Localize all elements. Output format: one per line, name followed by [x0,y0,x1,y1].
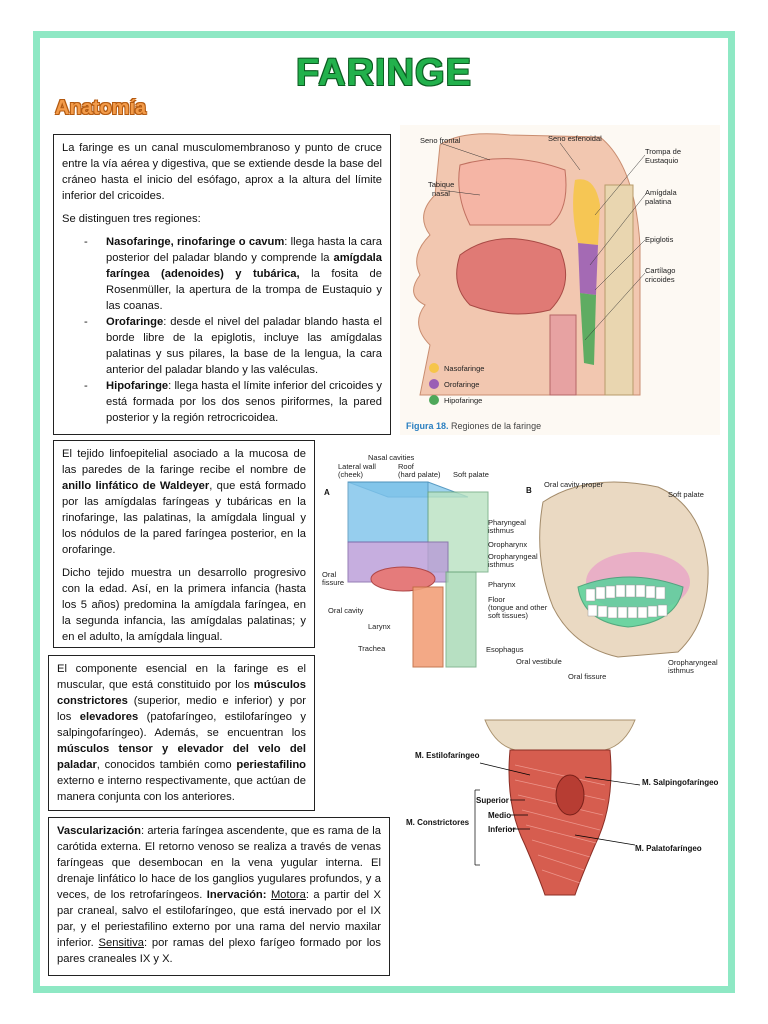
label-oral-cavity: Oral cavity [328,606,364,615]
waldeyer-paragraph: El tejido linfoepitelial asociado a la mucosa de las paredes de la faringe recibe el nombre de anillo linfático de Waldeyer, que está formado por las amígdalas faríngeas y tubáricas en la rinofaringe, las palatinas, la amígdala lingual y los nódulos de la pared faríngea posterior, en la orofaringe. [62,448,306,556]
label-trompa: Trompa de [645,147,681,156]
anatomy-text-box [53,134,391,435]
label-hard-palate: (hard palate) [398,470,441,479]
region-nasofaringe: - Nasofaringe, rinofaringe o cavum: llega hasta la cara posterior del paladar blando y comprende la amígdala faríngea (adenoides) y tubárica, la fosita de Rosenmüller, la apertura de la trompa de Eustaquio y las coanas. [84,236,383,312]
label-medio: Medio [488,811,512,820]
label-larynx: Larynx [368,622,391,631]
label-inferior: Inferior [488,825,516,834]
label-soft-palate-a: Soft palate [453,470,489,479]
label-isthmus-2: isthmus [488,560,514,569]
pharynx-regions-figure [400,125,720,435]
regions-intro: Se distinguen tres regiones: [62,213,201,225]
label-nasal-cavities: Nasal cavities [368,453,415,462]
label-palatofaringeo: M. Palatofaríngeo [635,844,702,853]
label-lateral-wall: Lateral wall [338,462,376,471]
muscles-text-box [48,655,315,811]
legend-hipofaringe: Hipofaringe [444,396,483,405]
label-cartilago: Cartílago [645,266,676,275]
label-constrictores: M. Constrictores [406,818,470,827]
region-orofaringe: - Orofaringe: desde el nivel del paladar blando hasta el borde libre de la epiglotis, incluye las amígdalas palatinas y sus pilares, la base de la lengua, la cara anterior del paladar blando y las valéculas. [84,316,382,376]
label-soft-tissues: soft tissues) [488,611,529,620]
panel-b-label: B [526,486,532,495]
vascular-text-box [48,817,390,976]
legend-swatch-hipofaringe [429,395,439,405]
development-paragraph: Dicho tejido muestra un desarrollo progresivo con la edad. Así, en la primera infancia (hasta los 5 años) predomina la amígdala faríngea, en la segunda infancia, las amígdalas palatinas; y en el adulto, la amígdala lingual. [62,567,306,643]
legend-swatch-nasofaringe [429,363,439,373]
label-estilofaringeo: M. Estilofaríngeo [415,751,480,760]
waldeyer-text-box [53,440,315,648]
label-palatina: palatina [645,197,672,206]
label-isthmus-b: isthmus [668,666,694,675]
label-seno-frontal: Seno frontal [420,136,461,145]
figure-caption: Figura 18. Regiones de la faringe [406,421,542,431]
label-pharynx: Pharynx [488,580,516,589]
label-oral-cavity-proper: Oral cavity proper [544,480,604,489]
label-eustaquio: Eustaquio [645,156,679,165]
panel-a-label: A [324,488,330,497]
label-superior: Superior [476,796,509,805]
page-title: FARINGE [296,52,472,94]
label-cricoides: cricoides [645,275,675,284]
region-hipofaringe: - Hipofaringe: llega hasta el límite inferior del cricoides y está formada por los dos senos piriformes, la pared posterior y la región retrocricoidea. [84,380,382,424]
label-tabique: Tabique [428,180,455,189]
label-isthmus-1: isthmus [488,526,514,535]
label-fissure: fissure [322,578,345,587]
intro-paragraph: La faringe es un canal musculomembranoso y punto de cruce entre la vía aérea y digestiva, que se extiende desde la base del cráneo hasta el inicio del esófago, aprox a la altura del límite inferior del cricoides. [62,142,382,202]
regions-list [62,234,382,426]
label-epiglotis: Epiglotis [645,235,674,244]
label-soft-palate-b: Soft palate [668,490,704,499]
muscles-paragraph: El componente esencial en la faringe es el muscular, que está constituido por los músculos constrictores (superior, medio e inferior) y por los elevadores (patofaríngeo, estilofaríngeo y salpingofaríngeo). Además, se encuentran los músculos tensor y elevador del velo del paladar, conocidos también como periestafilino externo e interno respectivamente, que actúan de manera conjunta con los anteriores. [57,663,306,803]
label-seno-esfenoidal: Seno esfenoidal [548,134,602,143]
label-roof: Roof [398,462,414,471]
legend-orofaringe: Orofaringe [444,380,480,389]
label-oropharyngeal-b: Oropharyngeal [668,658,718,667]
label-floor: Floor [488,595,506,604]
label-oropharynx: Oropharynx [488,540,528,549]
legend-swatch-orofaringe [429,379,439,389]
label-amigdala: Amígdala [645,188,677,197]
label-oropharyngeal: Oropharyngeal [488,552,538,561]
section-heading: Anatomía [55,97,147,119]
label-oral-fissure: Oral fissure [568,672,607,681]
oral-cavity-figure [318,447,718,687]
label-trachea: Trachea [358,644,386,653]
legend-nasofaringe: Nasofaringe [444,364,485,373]
label-nasal: nasal [432,189,450,198]
label-cheek: (cheek) [338,470,364,479]
pharynx-muscles-figure [400,715,720,900]
label-oral: Oral [322,570,337,579]
label-esophagus: Esophagus [486,645,524,654]
label-tongue: (tongue and other [488,603,548,612]
label-oral-vestibule: Oral vestibule [516,657,562,666]
vascular-paragraph: Vascularización: arteria faríngea ascendente, que es rama de la carótida externa. El retorno venoso se realiza a través de venas faríngeas que desembocan en la vena yugular interna. El drenaje linfático lo hace de los ganglios yugulares profundos, y a veces, de los retrofaríngeos. Inervación: Motora: a partir del X par craneal, salvo el estilofaríngeo, que está inervado por el IX par, y el periestafilino externo por una rama del nervio maxilar inferior. Sensitiva: por ramas del plexo farígeo formado por los pares craneales IX y X. [57,825,381,965]
label-pharyngeal: Pharyngeal [488,518,526,527]
label-salpingofaringeo: M. Salpingofaríngeo [642,778,719,787]
